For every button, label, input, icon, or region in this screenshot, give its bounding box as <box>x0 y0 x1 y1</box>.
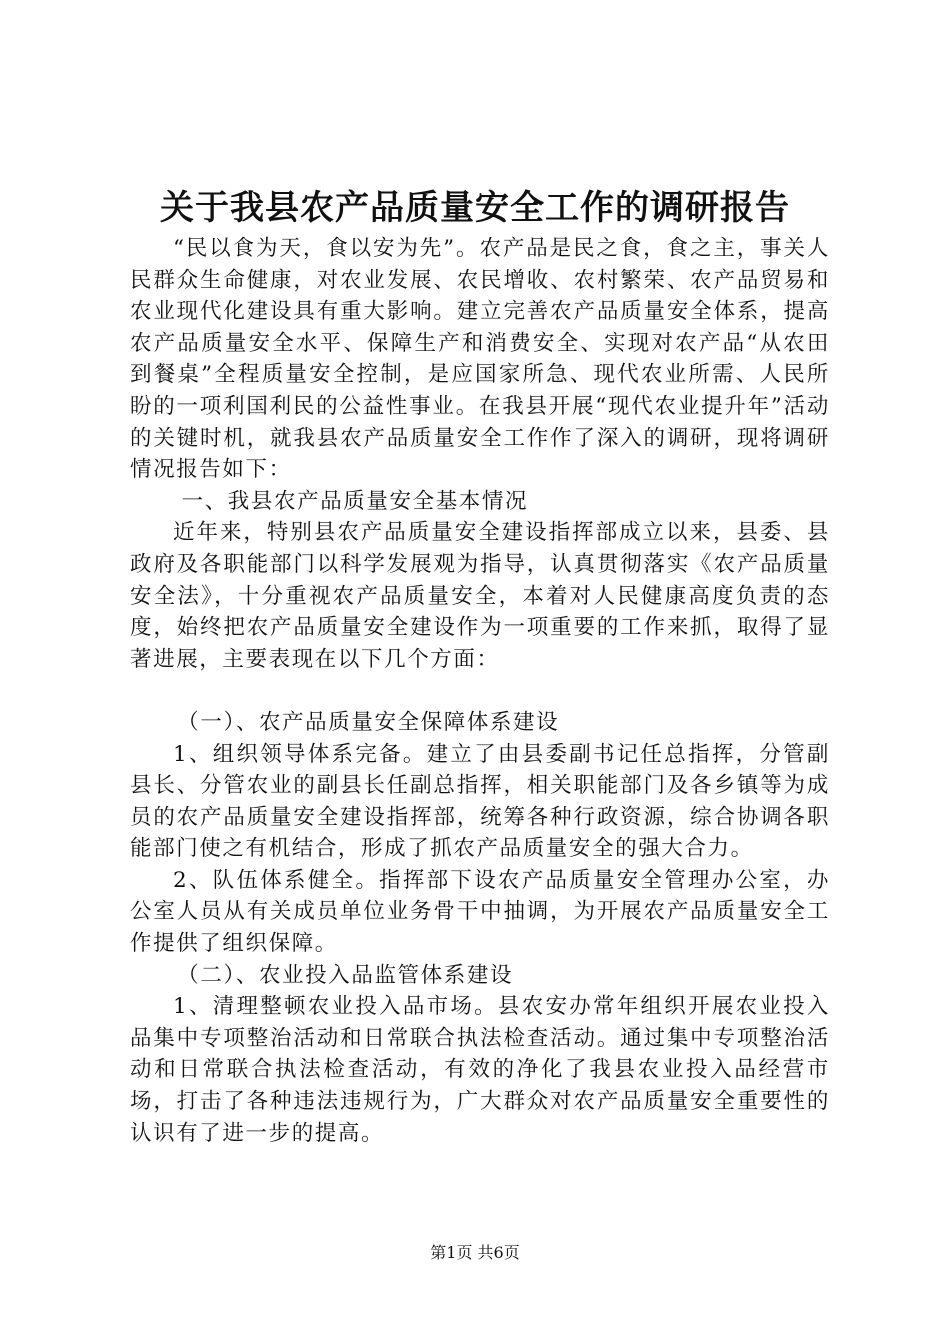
section-heading-1: 一、我县农产品质量安全基本情况 <box>181 488 529 514</box>
list-item: 2、队伍体系健全。指挥部下设农产品质量安全管理办公室，办公室人员从有关成员单位业务骨干中抽调，为开展农产品质量安全工作提供了组织保障。 <box>130 867 830 957</box>
subsection-heading-1: （一）、农产品质量安全保障体系建设 <box>177 709 560 735</box>
section-1-paragraph: 近年来，特别县农产品质量安全建设指挥部成立以来，县委、县政府及各职能部门以科学发展观为指导，认真贯彻落实《农产品质量安全法》，十分重视农产品质量安全，本着对人民健康高度负责的态度，始终把农产品质量安全建设作为一项重要的工作来抓，取得了显著进展，主要表现在以下几个方面： <box>130 520 830 672</box>
subsection-heading-2: （二）、农业投入品监管体系建设 <box>177 962 514 988</box>
page-footer: 第1页 共6页 <box>430 1243 520 1262</box>
list-item: 1、组织领导体系完备。建立了由县委副书记任总指挥，分管副县长、分管农业的副县长任副总指挥，相关职能部门及各乡镇等为成员的农产品质量安全建设指挥部，统筹各种行政资源，综合协调各职能部门使之有机结合，形成了抓农产品质量安全的强大合力。 <box>130 741 830 862</box>
document-body <box>130 233 830 1149</box>
list-item: 1、清理整顿农业投入品市场。县农安办常年组织开展农业投入品集中专项整治活动和日常联合执法检查活动。通过集中专项整治活动和日常联合执法检查活动，有效的净化了我县农业投入品经营市场，打击了各种违法违规行为，广大群众对农产品质量安全重要性的认识有了进一步的提高。 <box>130 994 830 1146</box>
document-title: 关于我县农产品质量安全工作的调研报告 <box>160 188 790 228</box>
intro-paragraph: “民以食为天，食以安为先”。农产品是民之食，食之主，事关人民群众生命健康，对农业发展、农民增收、农村繁荣、农产品贸易和农业现代化建设具有重大影响。建立完善农产品质量安全体系，提高农产品质量安全水平、保障生产和消费安全、实现对农产品“从农田到餐桌”全程质量安全控制，是应国家所急、现代农业所需、人民所盼的一项利国利民的公益性事业。在我县开展“现代农业提升年”活动的关键时机，就我县农产品质量安全工作作了深入的调研，现将调研情况报告如下： <box>130 236 830 483</box>
